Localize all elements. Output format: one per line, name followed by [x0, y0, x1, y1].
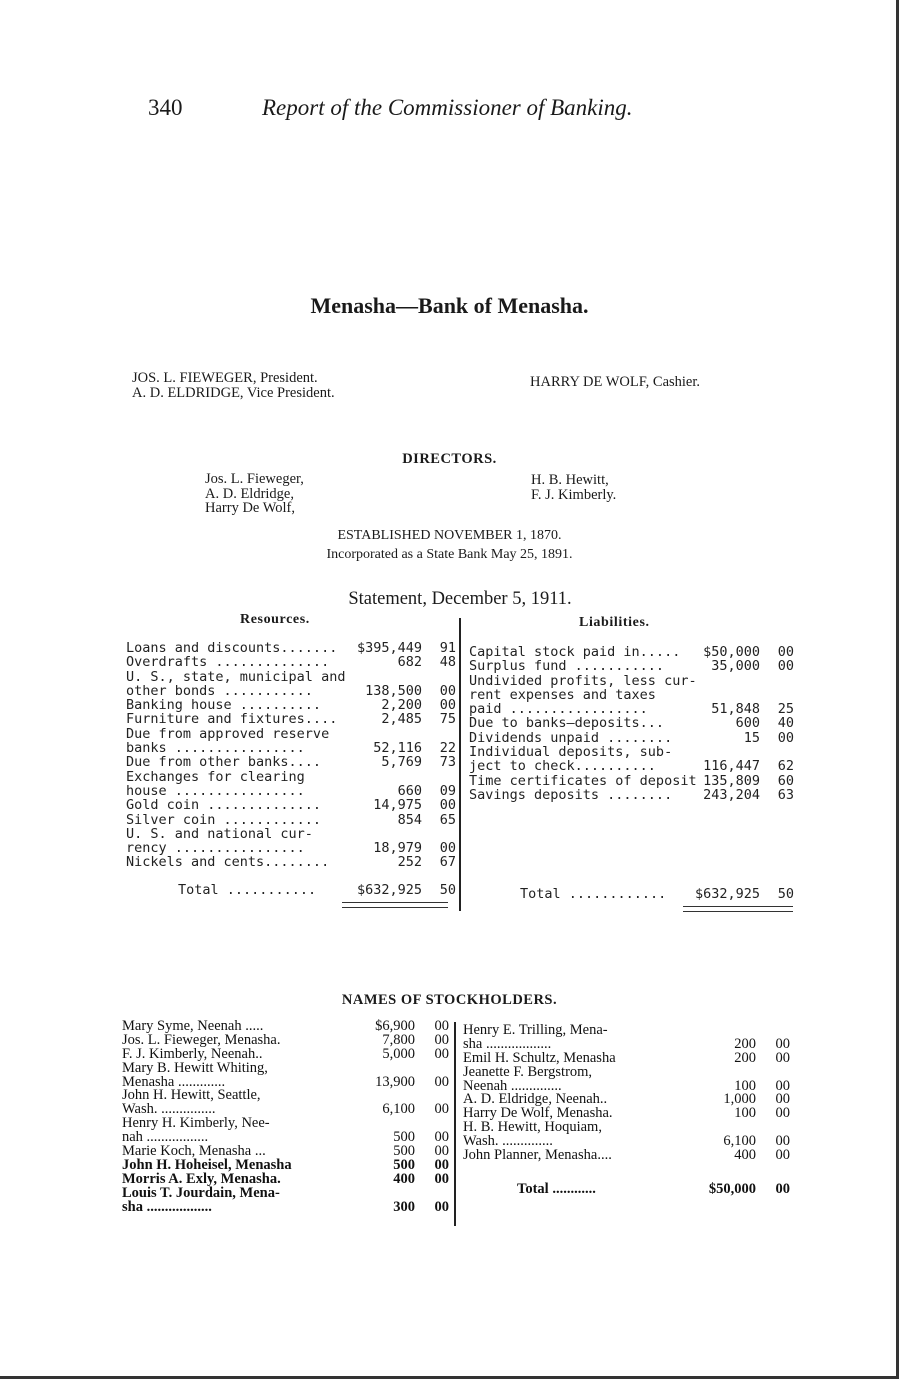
liabilities-total-underline — [683, 906, 793, 912]
list-item: Marie Koch, Menasha ... 500 00 — [122, 1143, 449, 1160]
table-row: Gold coin .............. 14,975 00 — [126, 797, 456, 814]
liabilities-total-row — [520, 887, 794, 901]
total-label: Total ............ — [520, 886, 667, 902]
table-row: house ................ 660 09 — [126, 782, 456, 799]
established-line: ESTABLISHED NOVEMBER 1, 1870. — [337, 528, 562, 543]
list-item: sha .................. 300 00 — [122, 1198, 449, 1215]
table-row: Loans and discounts....... $395,449 91 — [126, 640, 456, 656]
table-row: Banking house .......... 2,200 00 — [126, 697, 456, 714]
vice-president-line: A. D. ELDRIDGE, Vice President. — [132, 385, 335, 401]
directors-heading: DIRECTORS. — [402, 451, 497, 467]
table-row: Surplus fund ........... 35,000 00 — [469, 658, 794, 675]
table-row: Dividends unpaid ........ 15 00 — [469, 729, 794, 746]
list-item: Emil H. Schultz, Menasha 200 00 — [463, 1049, 790, 1066]
table-row: Due from other banks.... 5,769 73 — [126, 754, 456, 771]
table-row: Furniture and fixtures.... 2,485 75 — [126, 711, 456, 728]
list-item: John H. Hoheisel, Menasha 500 00 — [122, 1156, 449, 1173]
director-name: Harry De Wolf, — [205, 500, 295, 516]
table-row: other bonds ........... 138,500 00 — [126, 682, 456, 699]
total-amount: $632,925 — [694, 886, 760, 902]
table-row: paid ................. 51,848 25 — [469, 701, 794, 718]
stockholders-right-list — [463, 1024, 790, 1163]
resources-heading: Resources. — [240, 612, 310, 627]
list-item: Menasha ............. 13,900 00 — [122, 1073, 449, 1090]
total-amount: $50,000 — [708, 1181, 756, 1197]
list-item: A. D. Eldridge, Neenah.. 1,000 00 — [463, 1091, 790, 1108]
officers-left — [132, 371, 335, 401]
resources-total-row — [178, 883, 456, 897]
list-item: Neenah .............. 100 00 — [463, 1077, 790, 1094]
running-title: Report of the Commissioner of Banking. — [262, 95, 633, 120]
director-name: F. J. Kimberly. — [531, 486, 617, 503]
table-row: ject to check.......... 116,447 62 — [469, 758, 794, 775]
resources-table — [126, 641, 456, 870]
stockholders-total-row — [517, 1183, 790, 1197]
list-item: Harry De Wolf, Menasha. 100 00 — [463, 1105, 790, 1122]
total-label: Total ........... — [178, 882, 317, 898]
list-item: F. J. Kimberly, Neenah.. 5,000 00 — [122, 1045, 449, 1062]
list-item: Henry H. Kimberly, Nee- — [122, 1115, 270, 1132]
list-item: nah ................. 500 00 — [122, 1129, 449, 1146]
president-line: JOS. L. FIEWEGER, President. — [132, 370, 318, 386]
director-name: A. D. Eldridge, — [205, 485, 294, 502]
directors-right — [531, 473, 616, 502]
stockholders-heading: NAMES OF STOCKHOLDERS. — [341, 992, 558, 1008]
table-row: Exchanges for clearing — [126, 768, 305, 785]
table-row: U. S. and national cur- — [126, 825, 313, 842]
list-item: Louis T. Jourdain, Mena- — [122, 1184, 280, 1201]
directors-left — [205, 472, 304, 516]
table-row: Due to banks—deposits... 600 40 — [469, 715, 794, 732]
resources-total-underline — [342, 902, 448, 908]
list-item: John Planner, Menasha.... 400 00 — [463, 1147, 790, 1164]
cashier-line: HARRY DE WOLF, Cashier. — [530, 374, 701, 390]
table-row: rency ................ 18,979 00 — [126, 840, 456, 857]
list-item: Jos. L. Fieweger, Menasha. 7,800 00 — [122, 1031, 449, 1048]
table-row: Undivided profits, less cur- — [469, 672, 697, 689]
table-row: Individual deposits, sub- — [469, 744, 673, 761]
liabilities-heading: Liabilities. — [579, 615, 650, 630]
page-number: 340 — [148, 95, 183, 120]
list-item: H. B. Hewitt, Hoquiam, — [463, 1119, 602, 1136]
table-row: Nickels and cents........ 252 67 — [126, 854, 456, 871]
table-row: Silver coin ............ 854 65 — [126, 811, 456, 828]
list-item: Mary Syme, Neenah ..... $6,900 00 — [122, 1018, 449, 1034]
director-name: Jos. L. Fieweger, — [205, 471, 304, 487]
stockholders-divider — [454, 1022, 456, 1226]
total-amount: $632,925 — [356, 882, 422, 898]
column-divider — [459, 618, 461, 911]
table-row: Due from approved reserve — [126, 725, 330, 742]
list-item: John H. Hewitt, Seattle, — [122, 1087, 261, 1104]
statement-title: Statement, December 5, 1911. — [348, 589, 572, 609]
incorporated-line: Incorporated as a State Bank May 25, 1891. — [326, 547, 573, 562]
table-row: rent expenses and taxes — [469, 686, 656, 703]
director-name: H. B. Hewitt, — [531, 472, 609, 488]
total-cents: 50 — [777, 886, 794, 902]
list-item: sha .................. 200 00 — [463, 1035, 790, 1052]
total-cents: 50 — [439, 882, 456, 898]
stockholders-left-list — [122, 1020, 449, 1214]
table-row: Overdrafts .............. 682 48 — [126, 654, 456, 671]
list-item: Morris A. Exly, Menasha. 400 00 — [122, 1170, 449, 1187]
list-item: Wash. .............. 6,100 00 — [463, 1133, 790, 1150]
list-item: Jeanette F. Bergstrom, — [463, 1063, 593, 1080]
table-row: Capital stock paid in..... $50,000 00 — [469, 644, 794, 660]
list-item: Wash. ............... 6,100 00 — [122, 1101, 449, 1118]
table-row: Time certificates of deposit 135,809 60 — [469, 772, 794, 789]
table-row: U. S., state, municipal and — [126, 668, 346, 685]
total-cents: 00 — [775, 1181, 790, 1197]
liabilities-table — [469, 645, 794, 802]
list-item: Mary B. Hewitt Whiting, — [122, 1059, 268, 1076]
table-row: banks ................ 52,116 22 — [126, 740, 456, 757]
total-label: Total ............ — [517, 1181, 596, 1197]
list-item: Henry E. Trilling, Mena- — [463, 1022, 608, 1038]
bank-title: Menasha—Bank of Menasha. — [310, 293, 589, 318]
table-row: Savings deposits ........ 243,204 63 — [469, 786, 794, 803]
